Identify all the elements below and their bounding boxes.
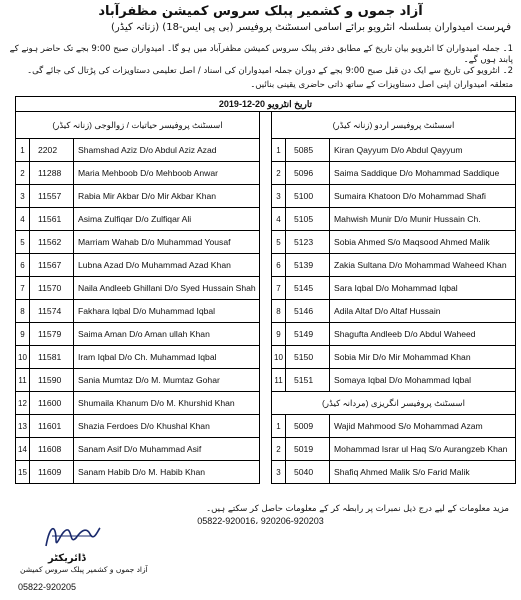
candidate-name: Naila Andleeb Ghillani D/o Syed Hussain Shah (74, 277, 260, 300)
document-title: آزاد جموں و کشمیر پبلک سروس کمیشن مظفرآباد (98, 4, 423, 19)
roll-number: 11609 (30, 461, 74, 484)
column-gap (260, 277, 272, 300)
roll-number: 5146 (286, 300, 330, 323)
candidate-name: Zakia Sultana D/o Mohammad Waheed Khan (330, 254, 516, 277)
roll-number: 11570 (30, 277, 74, 300)
roll-number: 5150 (286, 346, 330, 369)
serial-number: 2 (272, 438, 286, 461)
serial-number: 3 (272, 461, 286, 484)
candidate-name: Sania Mumtaz D/o M. Mumtaz Gohar (74, 369, 260, 392)
table-row (16, 185, 516, 208)
roll-number: 5139 (286, 254, 330, 277)
candidate-name: Sanam Asif D/o Muhammad Asif (74, 438, 260, 461)
column-gap (260, 392, 272, 415)
candidate-name: Sanam Habib D/o M. Habib Khan (74, 461, 260, 484)
serial-number: 11 (16, 369, 30, 392)
left-column-header: اسسٹنٹ پروفیسر حیاتیات / زوالوجی (زنانہ کیڈر) (16, 112, 260, 139)
candidate-name: Somaya Iqbal D/o Mohammad Iqbal (330, 369, 516, 392)
instruction-paragraph-1: 1۔ جملہ امیدواران کا انٹرویو بیان تاریخ کے مطابق دفتر پبلک سروس کمیشن مظفرآباد میں ہو گا۔ امیدواران صبح 9:00 بجے تک حاضر ہونے کے پابند ہوں گے۔ (9, 44, 513, 65)
candidate-name: Marriam Wahab D/o Muhammad Yousaf (74, 231, 260, 254)
table-row (16, 208, 516, 231)
roll-number: 5149 (286, 323, 330, 346)
candidate-name: Saima Saddique D/o Mohammad Saddique (330, 162, 516, 185)
document-subtitle: فہرست امیدواران بسلسلہ انٹرویو برائے اسامی اسسٹنٹ پروفیسر (بی پی ایس-18) (زنانہ کیڈر) (110, 22, 511, 33)
roll-number: 11579 (30, 323, 74, 346)
candidate-name: Shazia Ferdoes D/o Khushal Khan (74, 415, 260, 438)
signatory-organization: آزاد جموں و کشمیر پبلک سروس کمیشن (20, 565, 148, 574)
serial-number: 1 (272, 415, 286, 438)
candidate-name: Sobia Ahmed S/o Maqsood Ahmed Malik (330, 231, 516, 254)
serial-number: 6 (272, 254, 286, 277)
column-gap (260, 162, 272, 185)
candidate-name: Shumaila Khanum D/o M. Khurshid Khan (74, 392, 260, 415)
serial-number: 12 (16, 392, 30, 415)
serial-number: 10 (16, 346, 30, 369)
interview-date: تاریخ انٹرویو 20-12-2019 (16, 97, 516, 112)
roll-number: 11288 (30, 162, 74, 185)
signatory-title: ڈائریکٹر (48, 553, 86, 564)
serial-number: 5 (16, 231, 30, 254)
serial-number: 8 (272, 300, 286, 323)
table-row (16, 392, 516, 415)
contact-note: مزید معلومات کے لیے درج ذیل نمبرات پر رابطہ کر کے معلومات حاصل کر سکتے ہیں۔ (206, 504, 509, 514)
table-row (16, 254, 516, 277)
column-gap (260, 231, 272, 254)
candidate-name: Shafiq Ahmed Malik S/o Farid Malik (330, 461, 516, 484)
candidates-table (15, 96, 516, 484)
candidate-name: Sumaira Khatoon D/o Mohammad Shafi (330, 185, 516, 208)
roll-number: 11590 (30, 369, 74, 392)
roll-number: 5096 (286, 162, 330, 185)
candidate-name: Rabia Mir Akbar D/o Mir Akbar Khan (74, 185, 260, 208)
roll-number: 11557 (30, 185, 74, 208)
column-gap (260, 254, 272, 277)
serial-number: 10 (272, 346, 286, 369)
serial-number: 11 (272, 369, 286, 392)
candidate-name: Sara Iqbal D/o Mohammad Iqbal (330, 277, 516, 300)
serial-number: 14 (16, 438, 30, 461)
candidate-name: Mohammad Israr ul Haq S/o Aurangzeb Khan (330, 438, 516, 461)
table-row (16, 415, 516, 438)
roll-number: 11574 (30, 300, 74, 323)
serial-number: 5 (272, 231, 286, 254)
candidate-name: Maria Mehboob D/o Mehboob Anwar (74, 162, 260, 185)
roll-number: 5019 (286, 438, 330, 461)
roll-number: 5085 (286, 139, 330, 162)
serial-number: 4 (16, 208, 30, 231)
signature-image (42, 520, 102, 554)
instruction-paragraph-2: 2۔ انٹرویو کی تاریخ سے ایک دن قبل صبح 9:00 بجے کے دوران جملہ امیدواران کی اسناد / اصل تعلیمی دستاویزات کی پڑتال کی جائے گی۔ (27, 66, 513, 76)
serial-number: 4 (272, 208, 286, 231)
signatory-phone: 05822-920205 (18, 582, 77, 592)
roll-number: 5145 (286, 277, 330, 300)
column-gap (260, 112, 272, 139)
serial-number: 3 (272, 185, 286, 208)
table-row (16, 438, 516, 461)
candidate-name: Sobia Mir D/o Mir Mohammad Khan (330, 346, 516, 369)
roll-number: 11561 (30, 208, 74, 231)
table-row (16, 231, 516, 254)
serial-number: 8 (16, 300, 30, 323)
candidate-name: Shagufta Andleeb D/o Abdul Waheed (330, 323, 516, 346)
roll-number: 11608 (30, 438, 74, 461)
table-row (16, 346, 516, 369)
candidate-name: Iram Iqbal D/o Ch. Muhammad Iqbal (74, 346, 260, 369)
candidate-name: Adila Altaf D/o Altaf Hussain (330, 300, 516, 323)
serial-number: 7 (16, 277, 30, 300)
roll-number: 11581 (30, 346, 74, 369)
roll-number: 5105 (286, 208, 330, 231)
table-row (16, 461, 516, 484)
candidate-name: Shamshad Aziz D/o Abdul Aziz Azad (74, 139, 260, 162)
candidate-name: Saima Aman D/o Aman ullah Khan (74, 323, 260, 346)
serial-number: 1 (16, 139, 30, 162)
roll-number: 5040 (286, 461, 330, 484)
column-gap (260, 461, 272, 484)
table-row (16, 300, 516, 323)
table-row (16, 323, 516, 346)
roll-number: 5100 (286, 185, 330, 208)
candidate-name: Fakhara Iqbal D/o Muhammad Iqbal (74, 300, 260, 323)
column-gap (260, 438, 272, 461)
candidate-name: Mahwish Munir D/o Munir Hussain Ch. (330, 208, 516, 231)
table-row (16, 277, 516, 300)
roll-number: 11562 (30, 231, 74, 254)
table-row (16, 162, 516, 185)
column-gap (260, 323, 272, 346)
serial-number: 6 (16, 254, 30, 277)
column-gap (260, 346, 272, 369)
roll-number: 5009 (286, 415, 330, 438)
column-gap (260, 300, 272, 323)
serial-number: 1 (272, 139, 286, 162)
roll-number: 2202 (30, 139, 74, 162)
column-gap (260, 369, 272, 392)
roll-number: 11567 (30, 254, 74, 277)
candidate-name: Wajid Mahmood S/o Mohammad Azam (330, 415, 516, 438)
section-subheader: اسسٹنٹ پروفیسر انگریزی (مردانہ کیڈر) (272, 392, 516, 415)
roll-number: 5151 (286, 369, 330, 392)
roll-number: 11601 (30, 415, 74, 438)
column-gap (260, 415, 272, 438)
contact-phones: 05822-920016، 920206-920203 (197, 516, 324, 526)
roll-number: 5123 (286, 231, 330, 254)
serial-number: 13 (16, 415, 30, 438)
right-column-header: اسسٹنٹ پروفیسر اردو (زنانہ کیڈر) (272, 112, 516, 139)
instruction-paragraph-3: متعلقہ امیدواران اپنی اصل دستاویزات کے ساتھ ذاتی حاضری یقینی بنائیں۔ (250, 80, 513, 90)
serial-number: 7 (272, 277, 286, 300)
column-gap (260, 139, 272, 162)
serial-number: 9 (16, 323, 30, 346)
serial-number: 9 (272, 323, 286, 346)
table-row (16, 139, 516, 162)
serial-number: 2 (272, 162, 286, 185)
column-gap (260, 185, 272, 208)
serial-number: 2 (16, 162, 30, 185)
serial-number: 3 (16, 185, 30, 208)
serial-number: 15 (16, 461, 30, 484)
candidate-name: Kiran Qayyum D/o Abdul Qayyum (330, 139, 516, 162)
table-row (16, 369, 516, 392)
roll-number: 11600 (30, 392, 74, 415)
candidate-name: Asima Zulfiqar D/o Zulfiqar Ali (74, 208, 260, 231)
candidate-name: Lubna Azad D/o Muhammad Azad Khan (74, 254, 260, 277)
column-gap (260, 208, 272, 231)
